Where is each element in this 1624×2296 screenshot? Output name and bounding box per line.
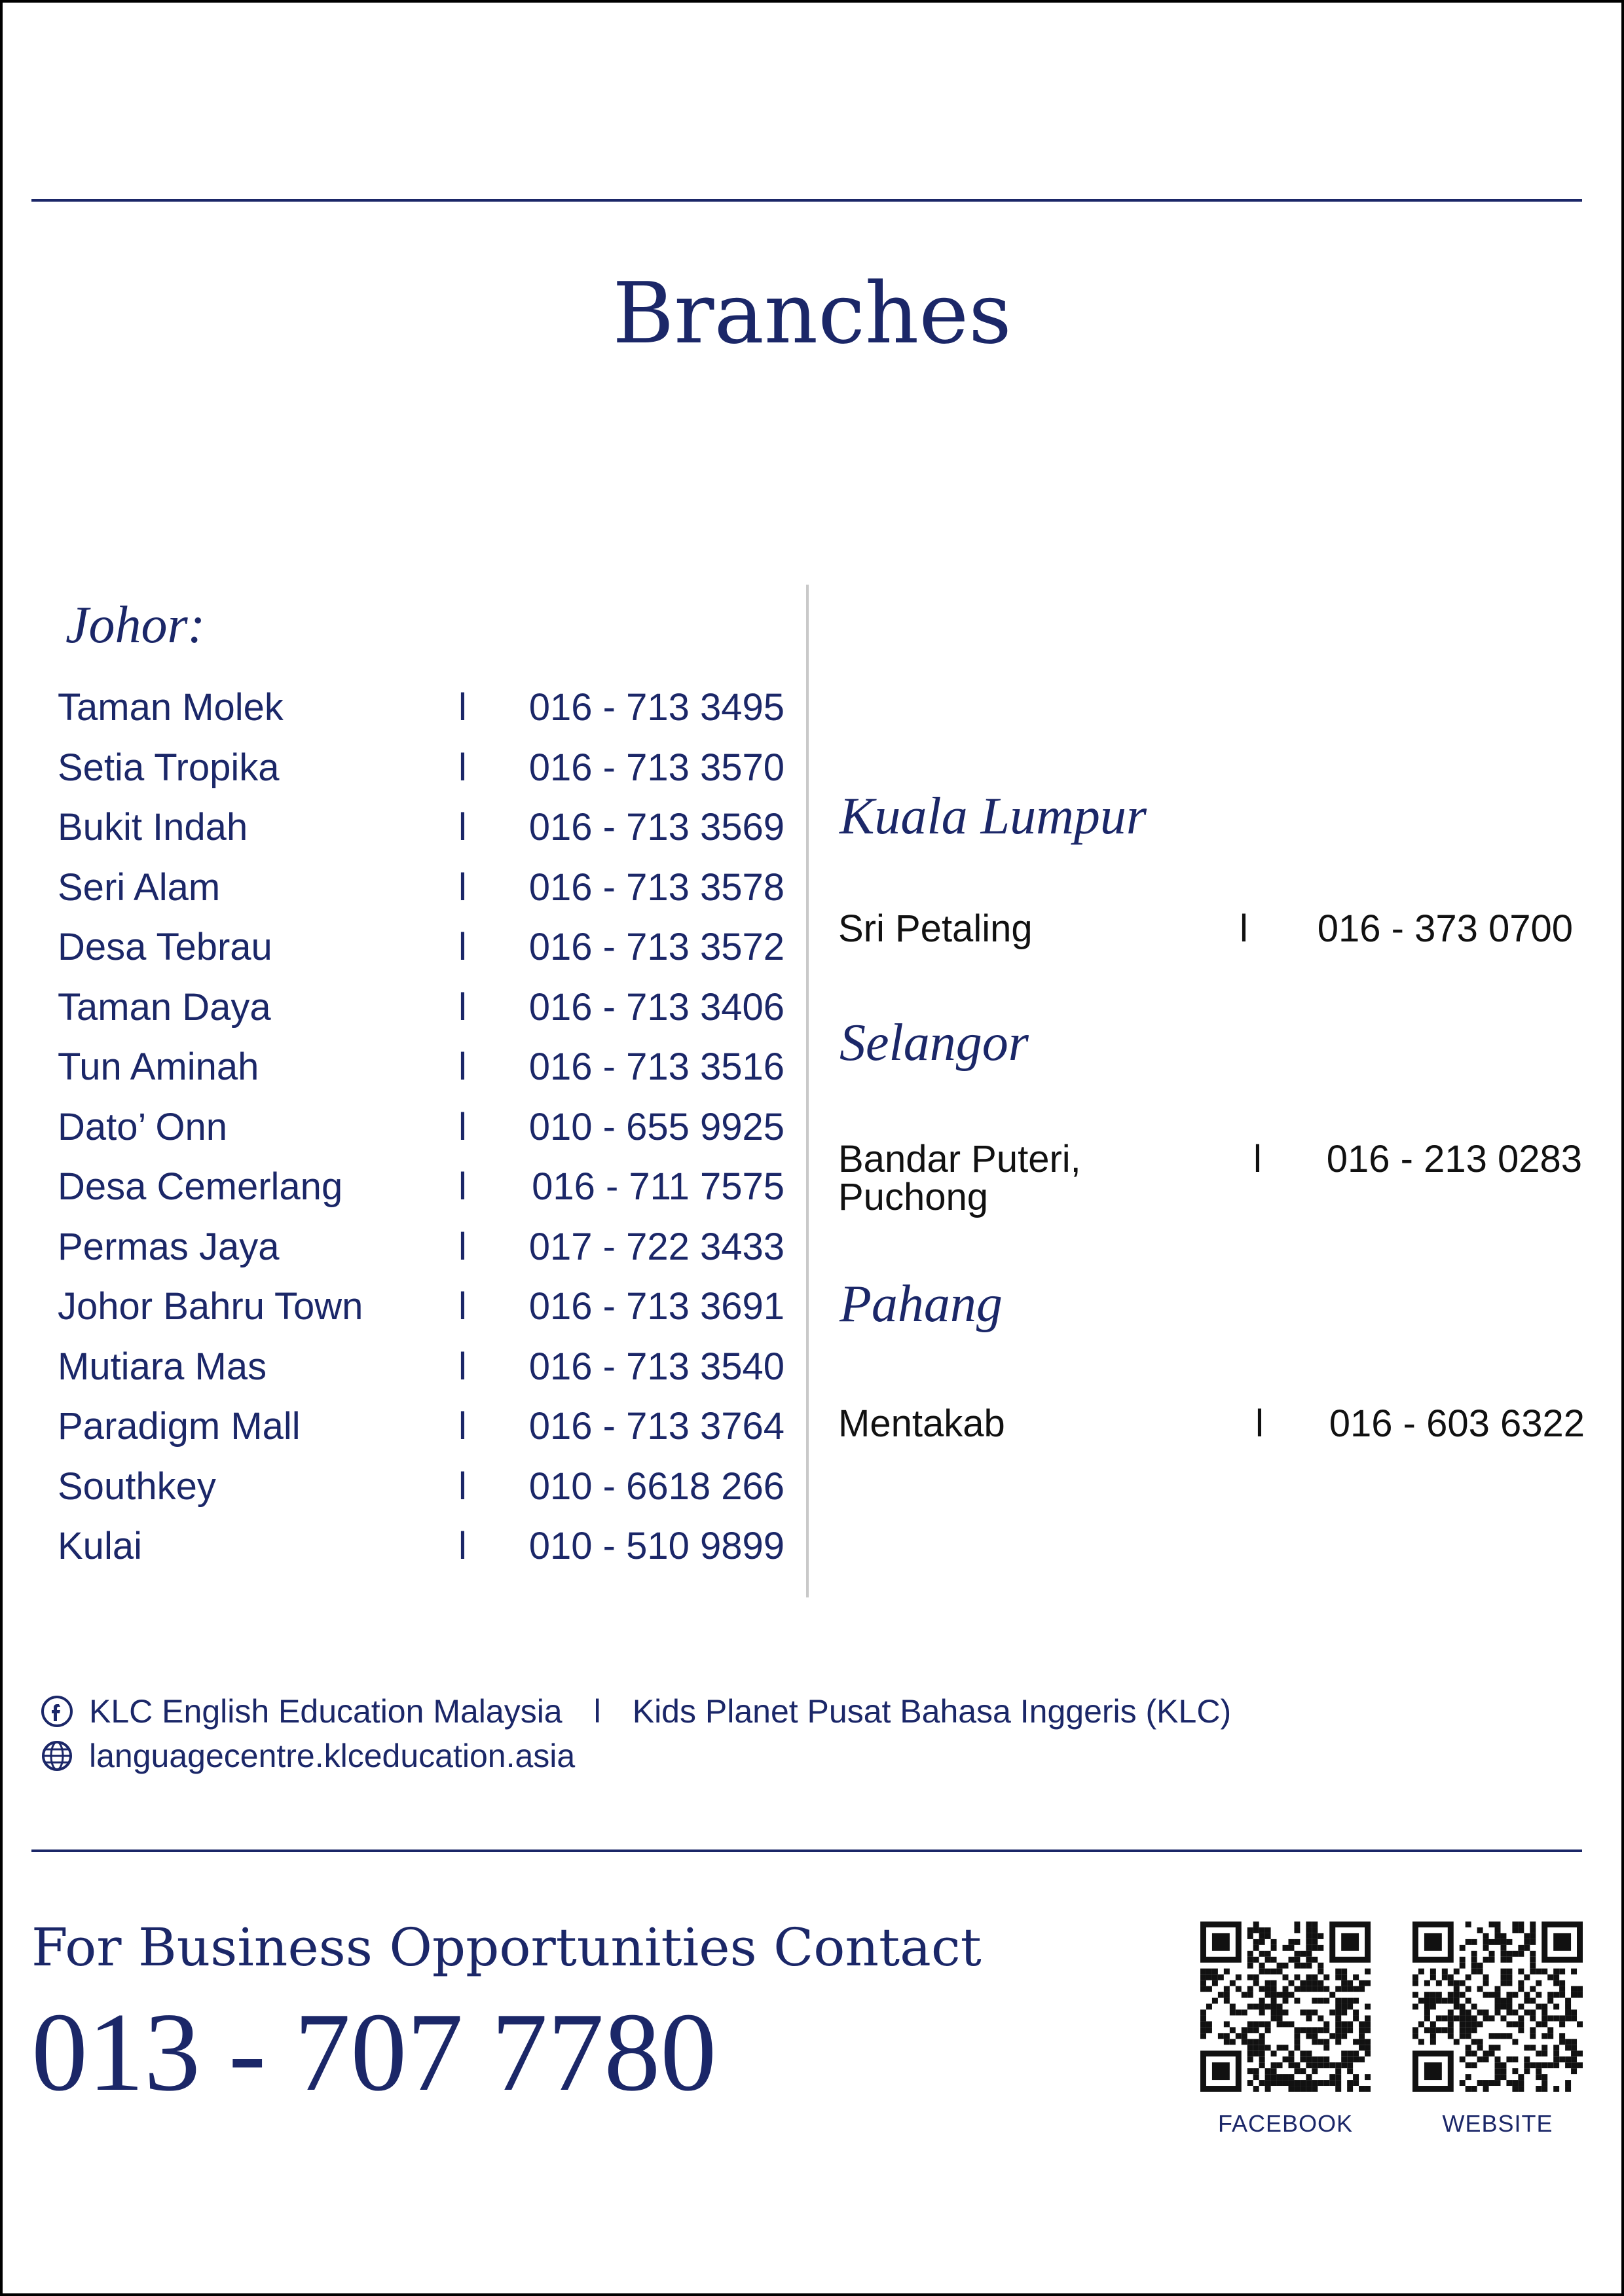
branch-phone: 016 - 713 3764 bbox=[528, 1405, 784, 1448]
branch-phone: 016 - 711 7575 bbox=[532, 1165, 784, 1208]
branch-phone: 016 - 713 3572 bbox=[528, 926, 784, 968]
branch-row bbox=[58, 797, 784, 858]
branch-name: Tun Aminah bbox=[58, 1046, 259, 1088]
branch-row bbox=[58, 1337, 784, 1397]
separator: l bbox=[458, 1405, 467, 1448]
business-contact-phone[interactable]: 013 - 707 7780 bbox=[31, 1990, 717, 2115]
branch-row bbox=[58, 1277, 784, 1337]
bottom-rule bbox=[31, 1850, 1582, 1852]
selangor-heading: Selangor bbox=[840, 1014, 1029, 1072]
facebook-icon bbox=[41, 1695, 73, 1728]
branch-mentakab bbox=[838, 1402, 1585, 1445]
branch-name: Desa Tebrau bbox=[58, 926, 272, 968]
globe-icon bbox=[41, 1740, 73, 1772]
separator: l bbox=[1253, 1138, 1262, 1180]
branch-phone: 010 - 6618 266 bbox=[528, 1465, 784, 1508]
branch-phone: 016 - 713 3516 bbox=[528, 1046, 784, 1088]
facebook-page-name-alt[interactable]: Kids Planet Pusat Bahasa Inggeris (KLC) bbox=[632, 1692, 1232, 1730]
branch-phone: 016 - 713 3578 bbox=[528, 866, 784, 909]
separator: l bbox=[458, 1225, 467, 1268]
branch-row bbox=[58, 1157, 784, 1217]
branch-row bbox=[58, 1457, 784, 1517]
branch-sri-petaling bbox=[838, 907, 1573, 950]
separator: l bbox=[458, 1165, 467, 1208]
separator: l bbox=[458, 866, 467, 909]
branch-phone: 010 - 655 9925 bbox=[528, 1105, 784, 1148]
branch-row bbox=[58, 977, 784, 1038]
branch-name-line1: Bandar Puteri, bbox=[838, 1138, 1081, 1180]
website-qr-label: WEBSITE bbox=[1442, 2110, 1553, 2137]
pahang-heading: Pahang bbox=[840, 1275, 1003, 1333]
branch-name: Kulai bbox=[58, 1525, 142, 1567]
branch-name bbox=[838, 1140, 1081, 1216]
separator: l bbox=[458, 1285, 467, 1328]
branch-name: Setia Tropika bbox=[58, 746, 280, 789]
branch-row bbox=[58, 917, 784, 977]
branch-phone: 017 - 722 3433 bbox=[528, 1225, 784, 1268]
separator: l bbox=[593, 1692, 601, 1730]
branch-phone: 016 - 713 3570 bbox=[528, 746, 784, 789]
branch-name: Mutiara Mas bbox=[58, 1345, 267, 1388]
branch-row bbox=[58, 858, 784, 918]
branch-row bbox=[58, 738, 784, 798]
branch-name: Bukit Indah bbox=[58, 806, 248, 848]
separator: l bbox=[458, 1525, 467, 1567]
branch-phone: 010 - 510 9899 bbox=[528, 1525, 784, 1567]
branch-name: Johor Bahru Town bbox=[58, 1285, 363, 1328]
separator: l bbox=[458, 1105, 467, 1148]
kuala-lumpur-heading: Kuala Lumpur bbox=[840, 788, 1147, 845]
separator: l bbox=[458, 985, 467, 1029]
branch-phone: 016 - 713 3691 bbox=[528, 1285, 784, 1328]
branch-name: Taman Daya bbox=[58, 985, 271, 1029]
branch-name: Seri Alam bbox=[58, 866, 221, 909]
branch-phone: 016 - 713 3495 bbox=[528, 686, 784, 729]
branch-phone: 016 - 713 3406 bbox=[528, 985, 784, 1029]
branch-phone: 016 - 373 0700 bbox=[1317, 907, 1573, 950]
branch-row bbox=[58, 1516, 784, 1576]
branch-bandar-puteri bbox=[838, 1138, 1582, 1218]
branch-name: Desa Cemerlang bbox=[58, 1165, 343, 1208]
separator: l bbox=[458, 746, 467, 789]
branch-name: Paradigm Mall bbox=[58, 1405, 301, 1448]
branch-row bbox=[58, 1097, 784, 1157]
branch-row bbox=[58, 1217, 784, 1277]
website-line bbox=[41, 1732, 575, 1777]
column-divider bbox=[806, 585, 809, 1597]
johor-heading: Johor: bbox=[65, 596, 206, 654]
branch-name: Sri Petaling bbox=[838, 907, 1033, 950]
branch-row bbox=[58, 678, 784, 738]
website-qr-code[interactable] bbox=[1412, 1922, 1583, 2092]
separator: l bbox=[458, 1465, 467, 1508]
separator: l bbox=[458, 1046, 467, 1088]
branch-name: Permas Jaya bbox=[58, 1225, 280, 1268]
separator: l bbox=[1240, 907, 1248, 950]
separator: l bbox=[458, 926, 467, 968]
facebook-line bbox=[41, 1688, 1231, 1732]
branch-name-line2: Puchong bbox=[838, 1176, 988, 1218]
website-link[interactable]: languagecentre.klceducation.asia bbox=[89, 1737, 576, 1774]
branch-name: Taman Molek bbox=[58, 686, 284, 729]
branch-phone: 016 - 213 0283 bbox=[1326, 1138, 1582, 1180]
branch-phone: 016 - 713 3540 bbox=[528, 1345, 784, 1388]
branch-name: Dato’ Onn bbox=[58, 1105, 227, 1148]
facebook-qr-code[interactable] bbox=[1200, 1922, 1371, 2092]
top-rule bbox=[31, 199, 1582, 202]
branch-phone: 016 - 713 3569 bbox=[528, 806, 784, 848]
separator: l bbox=[1255, 1402, 1264, 1445]
branch-row bbox=[58, 1037, 784, 1097]
branch-name: Mentakab bbox=[838, 1402, 1005, 1445]
separator: l bbox=[458, 806, 467, 848]
branch-row bbox=[58, 1396, 784, 1457]
separator: l bbox=[458, 1345, 467, 1388]
branch-name: Southkey bbox=[58, 1465, 216, 1508]
business-contact-label: For Business Opportunities Contact bbox=[31, 1917, 982, 1978]
facebook-page-name[interactable]: KLC English Education Malaysia bbox=[89, 1692, 563, 1730]
branch-phone: 016 - 603 6322 bbox=[1329, 1402, 1585, 1445]
separator: l bbox=[458, 686, 467, 729]
page-title: Branches bbox=[612, 265, 1012, 363]
facebook-qr-label: FACEBOOK bbox=[1217, 2110, 1354, 2137]
